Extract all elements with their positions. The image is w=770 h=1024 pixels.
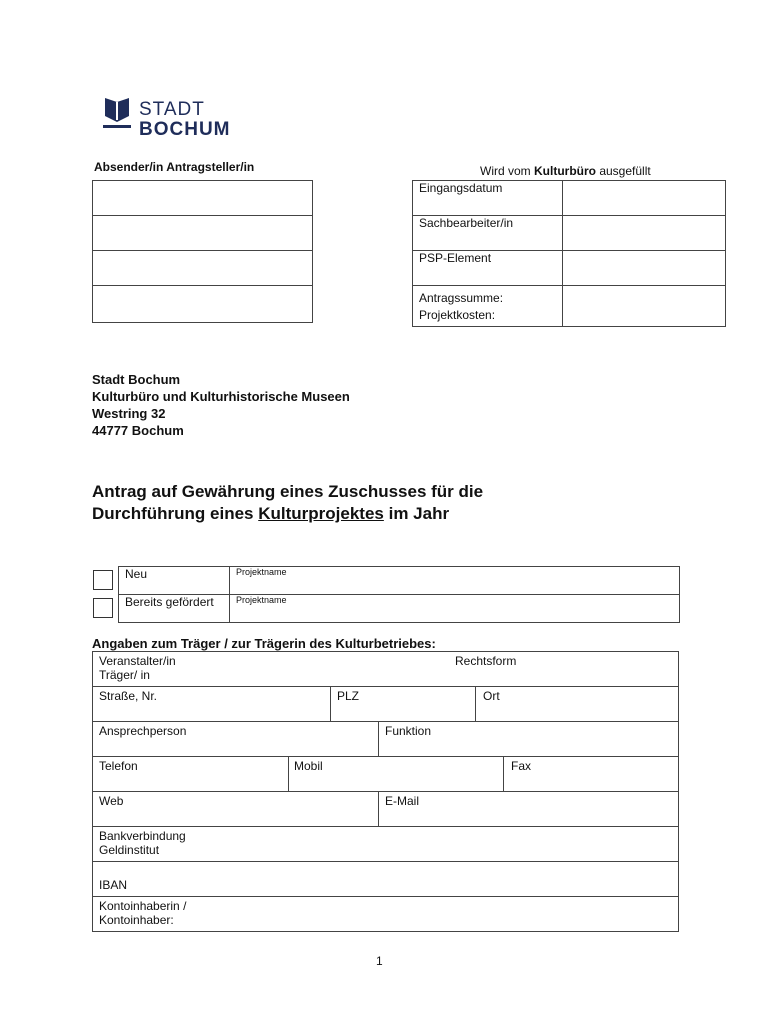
row-adresse — [93, 687, 678, 722]
sender-line-3[interactable] — [93, 251, 313, 286]
iban-label: IBAN — [99, 878, 128, 892]
eingangsdatum-field[interactable] — [563, 181, 726, 216]
row-kontoinhaber[interactable]: Kontoinhaberin / Kontoinhaber: — [99, 899, 187, 927]
bereits-gefoerdert-checkbox[interactable] — [93, 598, 113, 618]
antragssumme-field[interactable] — [563, 286, 726, 327]
office-header: Wird vom Kulturbüro ausgefüllt — [480, 164, 651, 178]
row-iban[interactable] — [93, 862, 678, 897]
option-new-label: Neu — [119, 567, 230, 595]
funktion-label: Funktion — [385, 724, 432, 738]
recipient-address: Stadt Bochum Kulturbüro und Kulturhistorische Museen Westring 32 44777 Bochum — [92, 372, 350, 438]
office-row-label: PSP-Element — [413, 251, 563, 286]
email-label: E-Mail — [385, 794, 420, 808]
row-bankverbindung[interactable]: Bankverbindung Geldinstitut — [93, 827, 678, 862]
bankverbindung-label: Bankverbindung — [99, 829, 186, 843]
office-row-label: Antragssumme: Projektkosten: — [413, 286, 563, 327]
strasse-label: Straße, Nr. — [99, 689, 158, 703]
book-shield-icon — [103, 96, 133, 130]
logo-line-2: BOCHUM — [139, 119, 231, 140]
veranstalter-label: Veranstalter/in — [99, 654, 176, 668]
traeger-heading: Angaben zum Träger / zur Trägerin des Kulturbetriebes: — [92, 636, 436, 651]
sachbearbeiter-field[interactable] — [563, 216, 726, 251]
web-label: Web — [99, 794, 124, 808]
mobil-label: Mobil — [294, 759, 323, 773]
sender-box — [92, 180, 313, 323]
sender-line-1[interactable] — [93, 181, 313, 216]
ansprechperson-label: Ansprechperson — [99, 724, 187, 738]
office-row-label: Sachbearbeiter/in — [413, 216, 563, 251]
sender-label: Absender/in Antragsteller/in — [94, 160, 255, 174]
kontoinhaber-label: Kontoinhaberin / — [99, 899, 187, 913]
traeger-table — [92, 651, 679, 932]
plz-label: PLZ — [337, 689, 360, 703]
psp-element-field[interactable] — [563, 251, 726, 286]
page-title: Antrag auf Gewährung eines Zuschusses für die Durchführung eines Kulturprojektes im Jahr — [92, 482, 484, 523]
logo-line-1: STADT — [139, 99, 205, 120]
sender-line-2[interactable] — [93, 216, 313, 251]
ort-label: Ort — [483, 689, 500, 703]
row-ansprechperson — [93, 722, 678, 757]
option-funded-label: Bereits gefördert — [119, 595, 230, 623]
office-box — [412, 180, 726, 327]
projektname-field-1[interactable]: Projektname — [230, 567, 680, 595]
row-web — [93, 792, 678, 827]
stadt-bochum-logo — [103, 96, 253, 142]
project-table — [118, 566, 680, 623]
office-row-label: Eingangsdatum — [413, 181, 563, 216]
neu-checkbox[interactable] — [93, 570, 113, 590]
telefon-label: Telefon — [99, 759, 138, 773]
fax-label: Fax — [511, 759, 532, 773]
row-veranstalter[interactable]: Veranstalter/in Träger/ in Rechtsform — [93, 652, 678, 687]
page-number: 1 — [376, 954, 383, 968]
rechtsform-label: Rechtsform — [455, 654, 517, 668]
sender-line-4[interactable] — [93, 286, 313, 323]
projektname-field-2[interactable]: Projektname — [230, 595, 680, 623]
row-telefon — [93, 757, 678, 792]
